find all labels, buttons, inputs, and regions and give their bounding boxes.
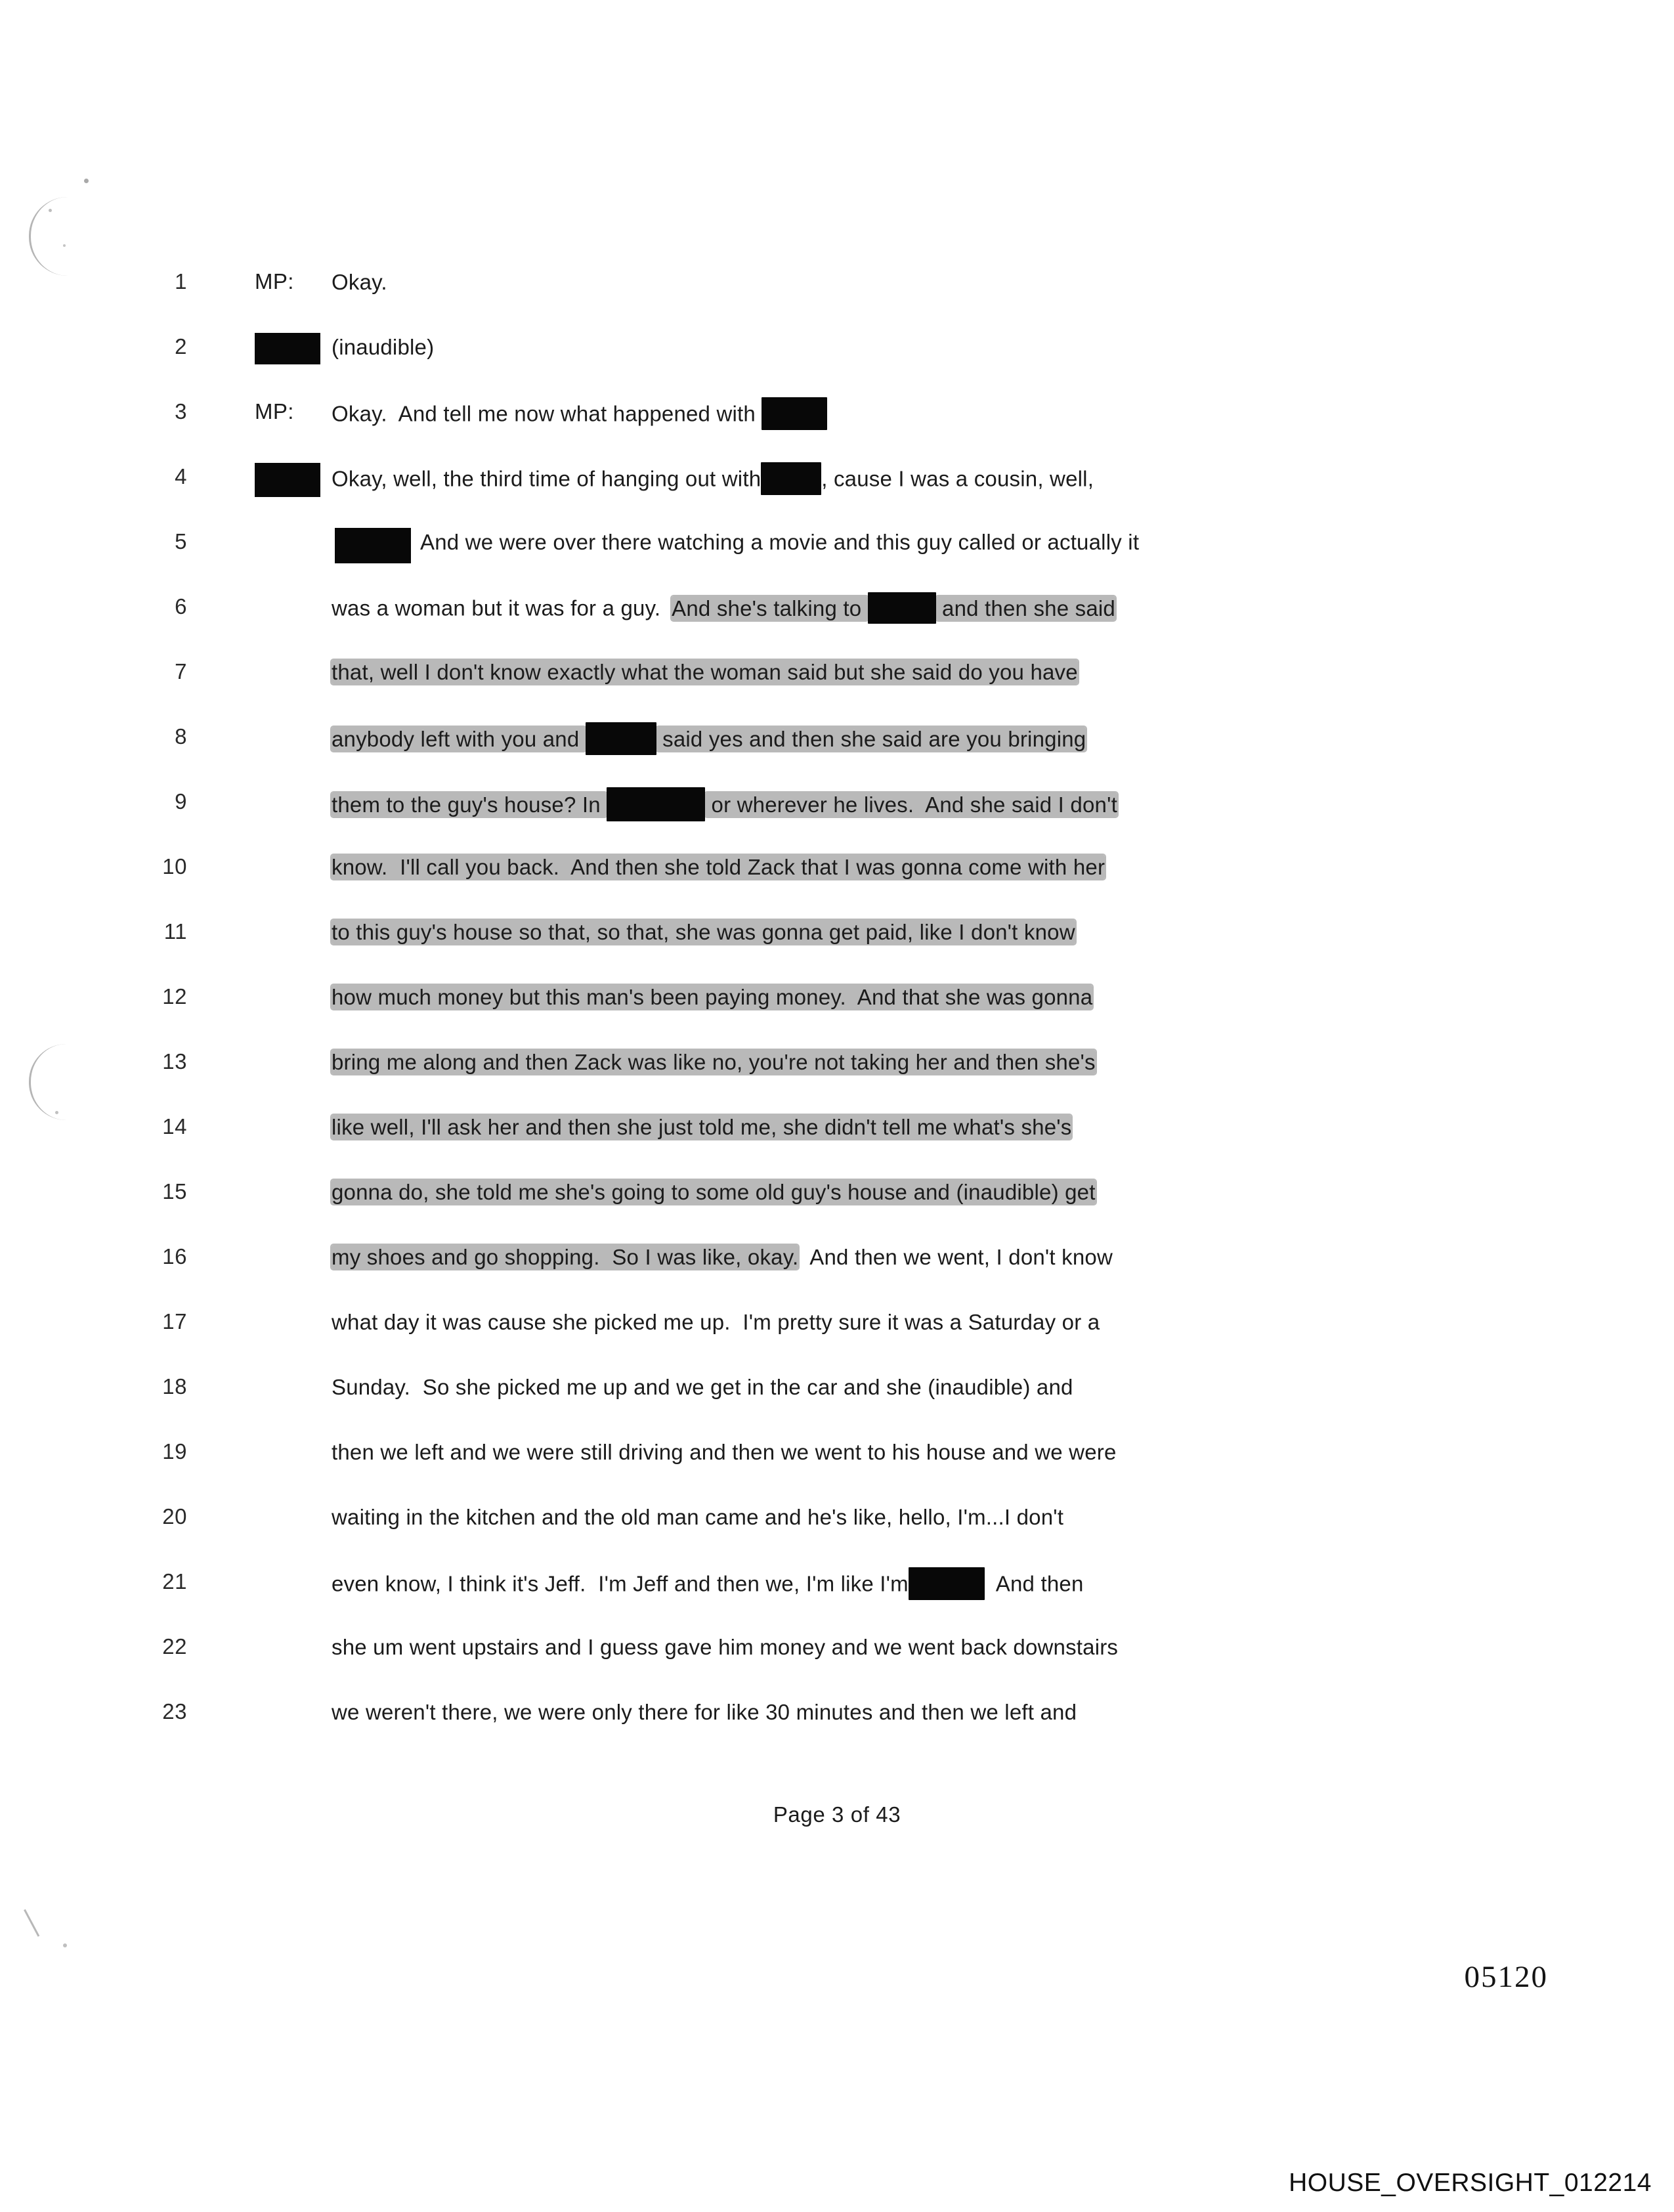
redaction-bar: [255, 333, 320, 364]
text-run: Okay.: [332, 270, 387, 294]
transcript-line: [0, 980, 1674, 1045]
transcript-line: [0, 395, 1674, 460]
transcript-line: [0, 590, 1674, 655]
transcript-text: [332, 1374, 1556, 1400]
line-number: 5: [175, 529, 187, 553]
line-number: 3: [175, 399, 187, 423]
transcript-line: [0, 460, 1674, 525]
line-number: 17: [162, 1309, 187, 1334]
speaker-label: MP:: [255, 399, 294, 423]
text-run: even know, I think it's Jeff. I'm Jeff and then we, I'm like I'm: [332, 1571, 909, 1596]
line-number: 12: [162, 984, 187, 1008]
transcript-line: [0, 330, 1674, 395]
transcript-body: [0, 265, 1674, 1760]
transcript-text: [332, 1569, 1556, 1602]
scan-artifact-speck: [63, 244, 66, 247]
transcript-line: [0, 1695, 1674, 1760]
line-number: 2: [175, 334, 187, 358]
transcript-line: [0, 1500, 1674, 1565]
scan-artifact-dot: [84, 179, 89, 183]
transcript-text: [332, 789, 1556, 823]
transcript-line: [0, 1435, 1674, 1500]
transcript-text: [332, 984, 1556, 1010]
text-run: (inaudible): [332, 335, 435, 359]
highlighted-text: know. I'll call you back. And then she told Zack that I was gonna come with her: [332, 855, 1105, 879]
transcript-line: [0, 265, 1674, 330]
text-run: then we left and we were still driving and then we went to his house and we were: [332, 1440, 1117, 1464]
transcript-line: [0, 1175, 1674, 1240]
speaker-label: MP:: [255, 269, 294, 293]
transcript-text: [420, 529, 1556, 555]
text-run: And then: [984, 1571, 1084, 1596]
transcript-text: [332, 1114, 1556, 1140]
transcript-text: [332, 1504, 1556, 1530]
highlighted-text: or wherever he lives. And she said I don't: [705, 792, 1117, 817]
transcript-line: [0, 720, 1674, 785]
text-run: we weren't there, we were only there for like 30 minutes and then we left and: [332, 1700, 1077, 1724]
highlighted-text: that, well I don't know exactly what the woman said but she said do you have: [332, 660, 1078, 684]
redaction-bar: [255, 463, 320, 497]
highlighted-text: like well, I'll ask her and then she just told me, she didn't tell me what's she's: [332, 1115, 1072, 1139]
redaction-bar: [607, 787, 705, 821]
highlighted-text: to this guy's house so that, so that, she was gonna get paid, like I don't know: [332, 920, 1075, 944]
bates-number: 05120: [1464, 1960, 1548, 1994]
line-number: 14: [162, 1114, 187, 1139]
line-number: 8: [175, 724, 187, 748]
page-label: Page 3 of 43: [773, 1802, 901, 1827]
text-run: waiting in the kitchen and the old man came and he's like, hello, I'm...I don't: [332, 1505, 1064, 1529]
highlighted-text: said yes and then she said are you bringing: [656, 726, 1086, 751]
line-number: 16: [162, 1244, 187, 1269]
line-number: 9: [175, 789, 187, 813]
line-number: 18: [162, 1374, 187, 1399]
highlighted-text: anybody left with you and: [332, 726, 586, 751]
transcript-text: [332, 334, 1556, 360]
transcript-text: [332, 1049, 1556, 1075]
text-run: what day it was cause she picked me up. I'm pretty sure it was a Saturday or a: [332, 1310, 1100, 1334]
line-number: 19: [162, 1439, 187, 1464]
text-run: Okay, well, the third time of hanging out with: [332, 466, 762, 491]
transcript-text: [332, 724, 1556, 757]
transcript-text: [332, 594, 1556, 626]
redaction-bar: [762, 397, 827, 430]
line-number: 7: [175, 659, 187, 683]
redaction-bar: [868, 592, 936, 624]
transcript-line: [0, 1565, 1674, 1630]
text-run: , cause I was a cousin, well,: [821, 466, 1094, 491]
text-run: she um went upstairs and I guess gave him money and we went back downstairs: [332, 1635, 1119, 1659]
redaction-bar: [586, 722, 656, 755]
text-run: And we were over there watching a movie and this guy called or actually it: [420, 530, 1140, 554]
document-id-stamp: HOUSE_OVERSIGHT_012214: [1289, 2169, 1652, 2197]
transcript-text: [332, 854, 1556, 880]
transcript-line: [0, 1240, 1674, 1305]
scan-artifact-speck: [63, 1943, 67, 1947]
text-run: And then we went, I don't know: [798, 1245, 1113, 1269]
text-run: Sunday. So she picked me up and we get in the car and she (inaudible) and: [332, 1375, 1073, 1399]
redaction-bar: [909, 1567, 985, 1600]
transcript-line: [0, 1370, 1674, 1435]
transcript-line: [0, 525, 1674, 590]
line-number: 13: [162, 1049, 187, 1073]
line-number: 21: [162, 1569, 187, 1594]
highlighted-text: and then she said: [935, 596, 1115, 620]
text-run: was a woman but it was for a guy.: [332, 596, 672, 620]
line-number: 23: [162, 1699, 187, 1724]
line-number: 20: [162, 1504, 187, 1529]
transcript-text: [332, 1244, 1556, 1270]
transcript-line: [0, 785, 1674, 850]
transcript-line: [0, 850, 1674, 915]
transcript-line: [0, 1045, 1674, 1110]
transcript-line: [0, 1630, 1674, 1695]
scan-artifact-arc-top: [29, 197, 68, 276]
highlighted-text: how much money but this man's been paying money. And that she was gonna: [332, 985, 1093, 1009]
highlighted-text: my shoes and go shopping. So I was like, okay.: [332, 1245, 799, 1269]
redaction-bar: [335, 528, 411, 563]
line-number: 10: [162, 854, 187, 878]
transcript-text: [332, 1309, 1556, 1335]
transcript-line: [0, 655, 1674, 720]
highlighted-text: them to the guy's house? In: [332, 792, 607, 817]
redaction-bar: [761, 462, 821, 495]
line-number: 6: [175, 594, 187, 618]
line-number: 22: [162, 1634, 187, 1659]
transcript-text: [332, 464, 1556, 497]
line-number: 1: [175, 269, 187, 293]
highlighted-text: gonna do, she told me she's going to some old guy's house and (inaudible) get: [332, 1180, 1096, 1204]
transcript-line: [0, 1110, 1674, 1175]
transcript-line: [0, 1305, 1674, 1370]
highlighted-text: And she's talking to: [672, 596, 868, 620]
transcript-text: [332, 659, 1556, 685]
scan-artifact-speck: [49, 209, 52, 212]
scan-artifact-slash-bottom: [24, 1895, 66, 1937]
transcript-text: [332, 1179, 1556, 1205]
text-run: Okay. And tell me now what happened with: [332, 401, 762, 426]
transcript-text: [332, 269, 1556, 295]
transcript-text: [332, 1439, 1556, 1465]
transcript-text: [332, 1699, 1556, 1725]
transcript-text: [332, 919, 1556, 945]
transcript-line: [0, 915, 1674, 980]
transcript-text: [332, 399, 1556, 432]
line-number: 4: [175, 464, 187, 488]
line-number: 15: [162, 1179, 187, 1204]
line-number: 11: [163, 919, 187, 943]
transcript-text: [332, 1634, 1556, 1660]
highlighted-text: bring me along and then Zack was like no, you're not taking her and then she's: [332, 1050, 1096, 1074]
